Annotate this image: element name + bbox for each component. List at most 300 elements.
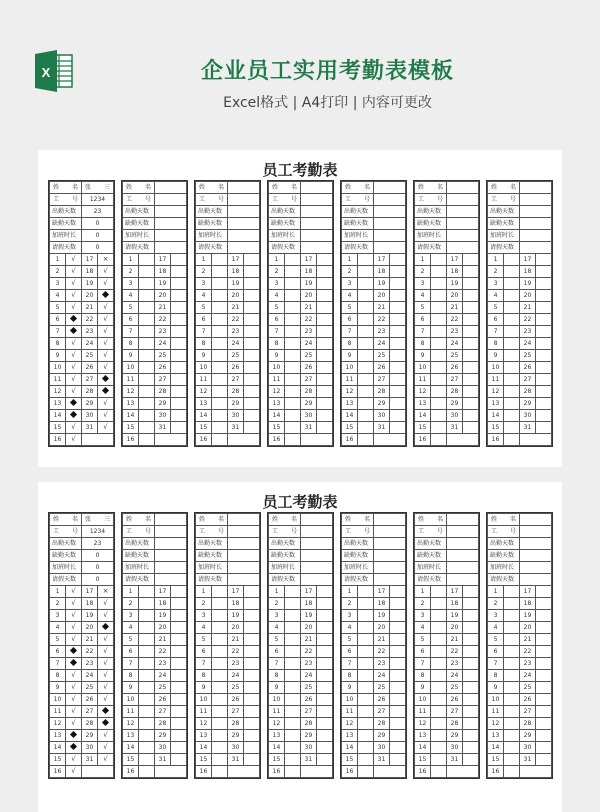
day-mark[interactable] [536, 362, 552, 374]
value-name[interactable] [520, 514, 552, 526]
day-mark[interactable] [431, 422, 447, 434]
day-mark[interactable] [358, 410, 374, 422]
day-mark[interactable] [171, 742, 187, 754]
value-overtime[interactable]: 0 [82, 562, 114, 574]
day-mark[interactable]: √ [66, 290, 82, 302]
day-mark[interactable]: √ [98, 742, 114, 754]
day-mark[interactable] [390, 410, 406, 422]
value-leave_days[interactable]: 0 [82, 242, 114, 254]
day-mark[interactable] [244, 694, 260, 706]
day-mark[interactable] [212, 314, 228, 326]
day-mark[interactable] [66, 410, 82, 422]
day-mark[interactable] [504, 766, 520, 778]
day-mark[interactable] [504, 622, 520, 634]
day-mark[interactable] [358, 434, 374, 446]
value-absent_days[interactable] [301, 550, 333, 562]
value-overtime[interactable] [520, 230, 552, 242]
day-mark[interactable] [504, 586, 520, 598]
day-mark[interactable] [536, 622, 552, 634]
day-mark[interactable] [66, 398, 82, 410]
day-mark[interactable] [244, 586, 260, 598]
value-name[interactable] [447, 514, 479, 526]
day-mark[interactable] [390, 754, 406, 766]
day-mark[interactable] [171, 362, 187, 374]
day-mark[interactable] [171, 386, 187, 398]
value-leave_days[interactable] [520, 574, 552, 586]
day-mark[interactable] [390, 398, 406, 410]
day-mark[interactable] [212, 634, 228, 646]
day-mark[interactable] [390, 730, 406, 742]
day-mark[interactable] [212, 658, 228, 670]
day-mark[interactable] [139, 658, 155, 670]
value-id[interactable] [374, 526, 406, 538]
day-mark[interactable] [139, 610, 155, 622]
value-absent_days[interactable] [155, 218, 187, 230]
value-attend_days[interactable] [155, 206, 187, 218]
day-mark[interactable] [66, 742, 82, 754]
day-mark[interactable] [463, 586, 479, 598]
day-mark[interactable] [139, 290, 155, 302]
day-mark[interactable] [317, 646, 333, 658]
value-attend_days[interactable] [155, 538, 187, 550]
value-overtime[interactable] [520, 562, 552, 574]
day-mark[interactable] [317, 634, 333, 646]
day-mark[interactable] [139, 338, 155, 350]
value-leave_days[interactable] [374, 574, 406, 586]
day-mark[interactable] [463, 422, 479, 434]
day-mark[interactable] [358, 422, 374, 434]
day-mark[interactable] [317, 622, 333, 634]
day-mark[interactable] [285, 398, 301, 410]
day-mark[interactable] [244, 598, 260, 610]
day-mark[interactable] [171, 314, 187, 326]
value-id[interactable] [520, 526, 552, 538]
day-mark[interactable] [358, 314, 374, 326]
day-mark[interactable] [431, 622, 447, 634]
day-mark[interactable] [390, 338, 406, 350]
value-attend_days[interactable]: 23 [82, 538, 114, 550]
day-mark[interactable] [317, 586, 333, 598]
day-mark[interactable] [463, 730, 479, 742]
day-mark[interactable] [504, 634, 520, 646]
day-mark[interactable] [504, 362, 520, 374]
day-mark[interactable] [139, 670, 155, 682]
day-mark[interactable] [317, 410, 333, 422]
day-mark[interactable] [317, 374, 333, 386]
day-mark[interactable] [212, 670, 228, 682]
day-mark[interactable] [358, 610, 374, 622]
value-absent_days[interactable] [228, 550, 260, 562]
day-mark[interactable] [358, 718, 374, 730]
day-mark[interactable] [358, 302, 374, 314]
day-mark[interactable] [171, 598, 187, 610]
day-mark[interactable] [504, 254, 520, 266]
day-mark[interactable] [212, 422, 228, 434]
day-mark[interactable] [171, 410, 187, 422]
day-mark[interactable] [536, 338, 552, 350]
day-mark[interactable] [463, 266, 479, 278]
day-mark[interactable] [431, 634, 447, 646]
day-mark[interactable] [536, 386, 552, 398]
day-mark[interactable]: √ [66, 422, 82, 434]
value-leave_days[interactable] [301, 242, 333, 254]
day-mark[interactable] [463, 718, 479, 730]
day-mark[interactable] [317, 314, 333, 326]
value-name[interactable]: 张 三 [82, 182, 114, 194]
day-mark[interactable] [212, 362, 228, 374]
day-mark[interactable] [390, 350, 406, 362]
day-mark[interactable] [390, 694, 406, 706]
day-mark[interactable] [285, 730, 301, 742]
day-mark[interactable] [536, 266, 552, 278]
day-mark[interactable] [171, 338, 187, 350]
day-mark[interactable] [431, 658, 447, 670]
value-overtime[interactable] [228, 230, 260, 242]
day-mark[interactable] [536, 278, 552, 290]
day-mark[interactable] [244, 338, 260, 350]
day-mark[interactable] [171, 278, 187, 290]
day-mark[interactable] [504, 326, 520, 338]
day-mark[interactable] [358, 658, 374, 670]
day-mark[interactable] [139, 278, 155, 290]
day-mark[interactable] [285, 610, 301, 622]
day-mark[interactable] [244, 682, 260, 694]
day-mark[interactable] [285, 718, 301, 730]
day-mark[interactable] [504, 730, 520, 742]
value-attend_days[interactable] [301, 206, 333, 218]
day-mark[interactable] [536, 422, 552, 434]
day-mark[interactable] [285, 754, 301, 766]
day-mark[interactable] [285, 314, 301, 326]
day-mark[interactable] [285, 658, 301, 670]
day-mark[interactable]: √ [98, 610, 114, 622]
day-mark[interactable] [285, 622, 301, 634]
day-mark[interactable] [390, 598, 406, 610]
day-mark[interactable]: √ [98, 278, 114, 290]
day-mark[interactable] [212, 610, 228, 622]
day-mark[interactable]: √ [98, 266, 114, 278]
day-mark[interactable]: √ [66, 350, 82, 362]
day-mark[interactable] [212, 766, 228, 778]
day-mark[interactable] [536, 410, 552, 422]
day-mark[interactable] [504, 646, 520, 658]
day-mark[interactable] [244, 742, 260, 754]
day-mark[interactable] [317, 386, 333, 398]
day-mark[interactable] [358, 670, 374, 682]
day-mark[interactable] [431, 338, 447, 350]
day-mark[interactable] [98, 290, 114, 302]
day-mark[interactable] [358, 254, 374, 266]
day-mark[interactable]: √ [66, 634, 82, 646]
value-attend_days[interactable] [374, 206, 406, 218]
day-mark[interactable] [536, 646, 552, 658]
day-mark[interactable] [358, 586, 374, 598]
value-attend_days[interactable] [520, 538, 552, 550]
value-absent_days[interactable] [447, 550, 479, 562]
day-mark[interactable] [536, 610, 552, 622]
value-id[interactable] [228, 526, 260, 538]
day-mark[interactable] [285, 682, 301, 694]
day-mark[interactable]: √ [98, 362, 114, 374]
day-mark[interactable] [504, 410, 520, 422]
value-attend_days[interactable] [374, 538, 406, 550]
value-absent_days[interactable] [374, 550, 406, 562]
day-mark[interactable] [212, 290, 228, 302]
day-mark[interactable] [139, 718, 155, 730]
day-mark[interactable] [285, 374, 301, 386]
day-mark[interactable] [463, 338, 479, 350]
day-mark[interactable] [212, 302, 228, 314]
day-mark[interactable]: √ [98, 410, 114, 422]
day-mark[interactable] [212, 374, 228, 386]
day-mark[interactable] [358, 742, 374, 754]
day-mark[interactable] [358, 730, 374, 742]
day-mark[interactable] [536, 374, 552, 386]
day-mark[interactable]: √ [66, 718, 82, 730]
day-mark[interactable] [504, 350, 520, 362]
day-mark[interactable] [171, 694, 187, 706]
day-mark[interactable]: √ [66, 622, 82, 634]
value-leave_days[interactable] [228, 574, 260, 586]
day-mark[interactable] [139, 422, 155, 434]
day-mark[interactable] [358, 646, 374, 658]
day-mark[interactable] [358, 622, 374, 634]
value-absent_days[interactable]: 0 [82, 550, 114, 562]
day-mark[interactable]: √ [98, 658, 114, 670]
value-absent_days[interactable] [228, 218, 260, 230]
day-mark[interactable] [171, 658, 187, 670]
day-mark[interactable] [358, 694, 374, 706]
day-mark[interactable] [285, 634, 301, 646]
day-mark[interactable] [504, 694, 520, 706]
day-mark[interactable] [244, 622, 260, 634]
day-mark[interactable]: √ [98, 682, 114, 694]
day-mark[interactable]: √ [98, 422, 114, 434]
day-mark[interactable] [212, 410, 228, 422]
day-mark[interactable] [317, 278, 333, 290]
day-mark[interactable] [285, 254, 301, 266]
day-mark[interactable] [431, 374, 447, 386]
day-mark[interactable] [171, 706, 187, 718]
value-absent_days[interactable] [520, 550, 552, 562]
day-mark[interactable] [390, 718, 406, 730]
day-mark[interactable] [244, 634, 260, 646]
value-overtime[interactable] [228, 562, 260, 574]
day-mark[interactable] [463, 362, 479, 374]
day-mark[interactable] [212, 326, 228, 338]
day-mark[interactable] [431, 766, 447, 778]
day-mark[interactable] [504, 422, 520, 434]
day-mark[interactable] [431, 682, 447, 694]
day-mark[interactable] [66, 658, 82, 670]
value-leave_days[interactable]: 0 [82, 574, 114, 586]
day-mark[interactable] [536, 730, 552, 742]
day-mark[interactable] [463, 658, 479, 670]
day-mark[interactable]: √ [66, 706, 82, 718]
day-mark[interactable] [463, 622, 479, 634]
day-mark[interactable] [358, 598, 374, 610]
day-mark[interactable] [317, 350, 333, 362]
day-mark[interactable]: √ [66, 598, 82, 610]
day-mark[interactable] [431, 302, 447, 314]
day-mark[interactable] [244, 374, 260, 386]
day-mark[interactable] [244, 610, 260, 622]
day-mark[interactable] [285, 278, 301, 290]
value-attend_days[interactable] [520, 206, 552, 218]
day-mark[interactable] [536, 302, 552, 314]
value-id[interactable] [301, 194, 333, 206]
day-mark[interactable] [171, 682, 187, 694]
day-mark[interactable] [66, 326, 82, 338]
day-mark[interactable] [358, 338, 374, 350]
day-mark[interactable] [171, 422, 187, 434]
day-mark[interactable] [504, 670, 520, 682]
day-mark[interactable] [139, 350, 155, 362]
day-mark[interactable] [536, 670, 552, 682]
day-mark[interactable] [536, 254, 552, 266]
day-mark[interactable] [171, 398, 187, 410]
day-mark[interactable] [358, 362, 374, 374]
day-mark[interactable]: √ [98, 398, 114, 410]
day-mark[interactable] [536, 350, 552, 362]
day-mark[interactable] [139, 706, 155, 718]
day-mark[interactable] [285, 362, 301, 374]
day-mark[interactable] [139, 326, 155, 338]
day-mark[interactable] [358, 386, 374, 398]
day-mark[interactable] [504, 742, 520, 754]
day-mark[interactable] [358, 290, 374, 302]
day-mark[interactable] [212, 386, 228, 398]
day-mark[interactable] [536, 326, 552, 338]
value-overtime[interactable] [447, 230, 479, 242]
day-mark[interactable] [244, 658, 260, 670]
day-mark[interactable] [463, 634, 479, 646]
day-mark[interactable] [171, 670, 187, 682]
day-mark[interactable] [244, 350, 260, 362]
day-mark[interactable]: √ [98, 326, 114, 338]
day-mark[interactable]: √ [98, 338, 114, 350]
day-mark[interactable] [139, 374, 155, 386]
day-mark[interactable] [171, 754, 187, 766]
day-mark[interactable] [390, 290, 406, 302]
day-mark[interactable] [171, 646, 187, 658]
day-mark[interactable] [212, 682, 228, 694]
value-absent_days[interactable] [520, 218, 552, 230]
day-mark[interactable] [504, 266, 520, 278]
day-mark[interactable] [431, 254, 447, 266]
day-mark[interactable] [431, 350, 447, 362]
day-mark[interactable] [139, 386, 155, 398]
day-mark[interactable]: √ [66, 610, 82, 622]
day-mark[interactable] [139, 766, 155, 778]
day-mark[interactable] [390, 254, 406, 266]
day-mark[interactable] [98, 718, 114, 730]
day-mark[interactable] [244, 398, 260, 410]
value-absent_days[interactable] [155, 550, 187, 562]
day-mark[interactable] [431, 754, 447, 766]
value-absent_days[interactable] [447, 218, 479, 230]
day-mark[interactable] [171, 254, 187, 266]
day-mark[interactable] [244, 386, 260, 398]
day-mark[interactable]: √ [98, 754, 114, 766]
day-mark[interactable] [317, 598, 333, 610]
value-overtime[interactable]: 0 [82, 230, 114, 242]
value-overtime[interactable] [374, 230, 406, 242]
day-mark[interactable] [358, 266, 374, 278]
day-mark[interactable] [98, 622, 114, 634]
day-mark[interactable] [317, 290, 333, 302]
day-mark[interactable]: √ [98, 302, 114, 314]
day-mark[interactable]: √ [66, 278, 82, 290]
day-mark[interactable] [390, 586, 406, 598]
day-mark[interactable] [244, 314, 260, 326]
day-mark[interactable] [463, 610, 479, 622]
day-mark[interactable] [317, 742, 333, 754]
value-leave_days[interactable] [447, 574, 479, 586]
day-mark[interactable] [536, 634, 552, 646]
day-mark[interactable] [285, 598, 301, 610]
day-mark[interactable] [463, 386, 479, 398]
day-mark[interactable] [504, 398, 520, 410]
day-mark[interactable] [171, 634, 187, 646]
day-mark[interactable] [285, 706, 301, 718]
value-absent_days[interactable] [374, 218, 406, 230]
day-mark[interactable] [212, 350, 228, 362]
day-mark[interactable] [139, 314, 155, 326]
day-mark[interactable]: √ [98, 670, 114, 682]
day-mark[interactable] [358, 350, 374, 362]
day-mark[interactable] [390, 278, 406, 290]
day-mark[interactable] [139, 302, 155, 314]
day-mark[interactable] [285, 434, 301, 446]
day-mark[interactable] [285, 586, 301, 598]
day-mark[interactable] [212, 586, 228, 598]
day-mark[interactable] [285, 338, 301, 350]
day-mark[interactable] [317, 338, 333, 350]
day-mark[interactable] [463, 670, 479, 682]
day-mark[interactable] [463, 350, 479, 362]
day-mark[interactable] [139, 754, 155, 766]
day-mark[interactable]: √ [66, 766, 82, 778]
day-mark[interactable] [212, 338, 228, 350]
value-id[interactable] [447, 526, 479, 538]
day-mark[interactable]: √ [66, 338, 82, 350]
day-mark[interactable] [463, 278, 479, 290]
day-mark[interactable] [244, 362, 260, 374]
day-mark[interactable] [244, 718, 260, 730]
day-mark[interactable]: √ [66, 754, 82, 766]
day-mark[interactable] [504, 338, 520, 350]
value-name[interactable] [301, 514, 333, 526]
day-mark[interactable]: √ [66, 694, 82, 706]
day-mark[interactable] [244, 646, 260, 658]
day-mark[interactable] [390, 266, 406, 278]
day-mark[interactable] [390, 314, 406, 326]
value-leave_days[interactable] [301, 574, 333, 586]
day-mark[interactable] [504, 598, 520, 610]
value-id[interactable] [301, 526, 333, 538]
day-mark[interactable] [212, 254, 228, 266]
day-mark[interactable] [212, 718, 228, 730]
value-overtime[interactable] [155, 230, 187, 242]
day-mark[interactable] [358, 374, 374, 386]
day-mark[interactable] [285, 422, 301, 434]
day-mark[interactable] [390, 670, 406, 682]
day-mark[interactable] [212, 266, 228, 278]
day-mark[interactable] [390, 634, 406, 646]
day-mark[interactable] [171, 610, 187, 622]
day-mark[interactable] [431, 362, 447, 374]
